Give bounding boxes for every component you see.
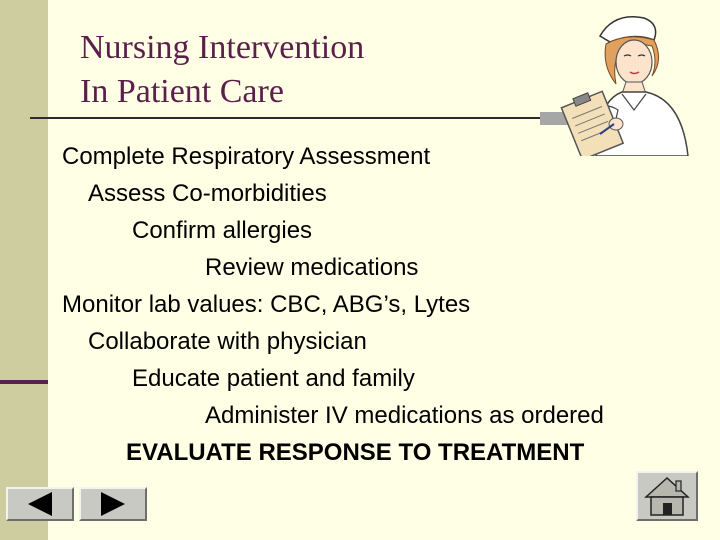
list-item: Collaborate with physician bbox=[88, 328, 367, 355]
slide-title bbox=[80, 26, 364, 114]
previous-slide-button[interactable] bbox=[6, 487, 74, 521]
left-accent-bar bbox=[0, 380, 48, 384]
list-item: Monitor lab values: CBC, ABG’s, Lytes bbox=[62, 291, 471, 318]
home-button[interactable] bbox=[636, 471, 698, 521]
left-triangle-icon bbox=[8, 489, 72, 519]
list-item: Complete Respiratory Assessment bbox=[62, 143, 431, 170]
title-line-2: In Patient Care bbox=[80, 73, 284, 110]
list-item: Administer IV medications as ordered bbox=[205, 402, 604, 429]
list-item-emphasis: EVALUATE RESPONSE TO TREATMENT bbox=[126, 439, 585, 466]
home-icon bbox=[638, 473, 696, 519]
list-item: Review medications bbox=[205, 254, 419, 281]
list-item: Confirm allergies bbox=[132, 217, 313, 244]
title-line-1: Nursing Intervention bbox=[80, 29, 365, 66]
list-item: Educate patient and family bbox=[132, 365, 415, 392]
left-decorative-band bbox=[0, 0, 48, 540]
next-slide-button[interactable] bbox=[79, 487, 147, 521]
nurse-with-clipboard-icon bbox=[556, 6, 716, 156]
title-divider bbox=[30, 117, 550, 119]
right-triangle-icon bbox=[81, 489, 145, 519]
list-item: Assess Co-morbidities bbox=[88, 180, 327, 207]
